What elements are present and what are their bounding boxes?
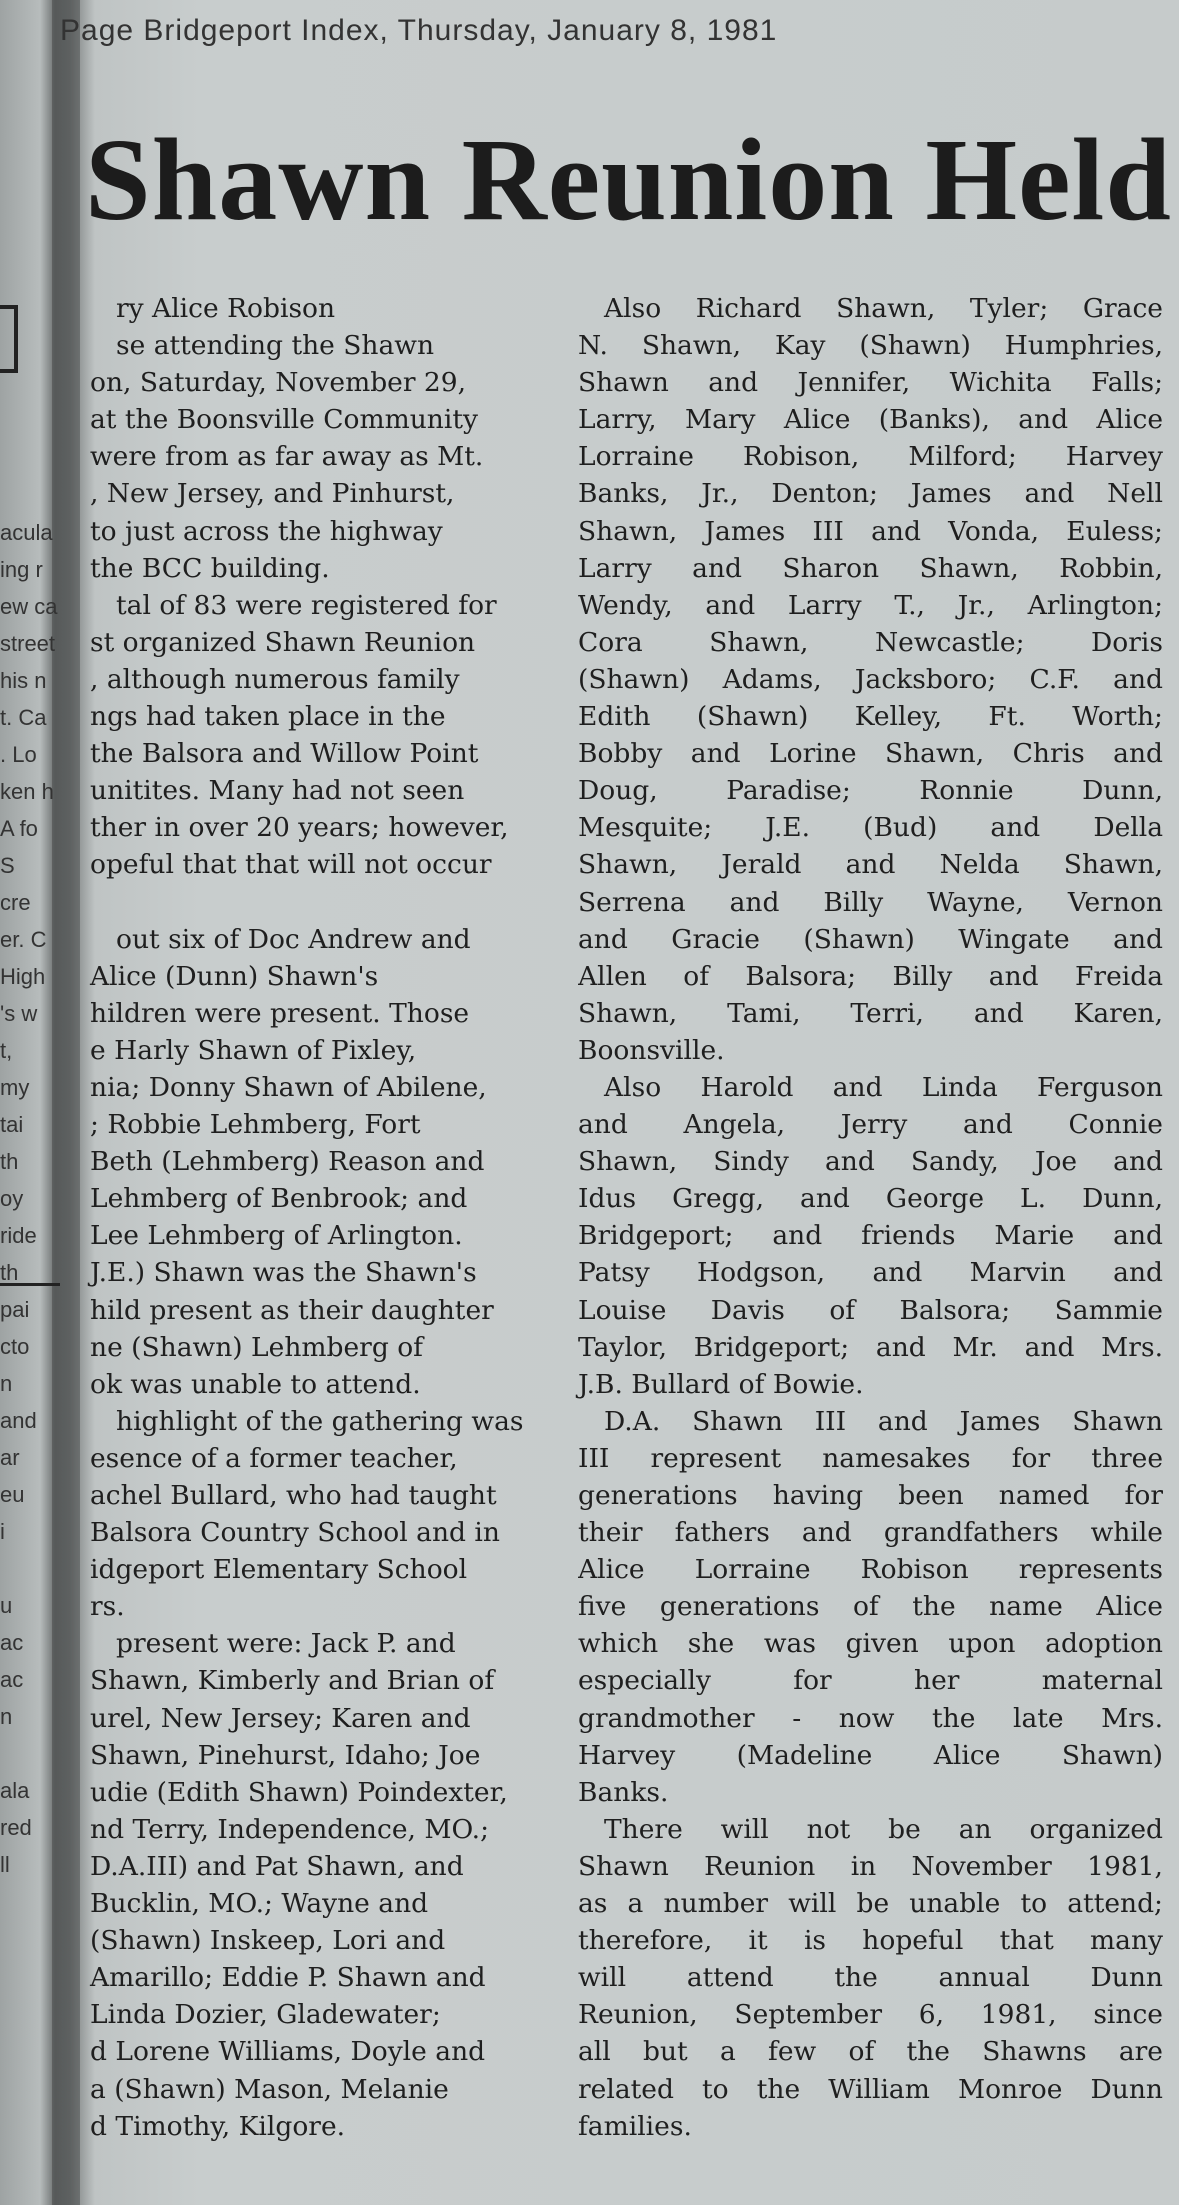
- text-line: opeful that that will not occur: [90, 849, 492, 881]
- text-line: ther in over 20 years; however,: [90, 812, 509, 844]
- text-line: nd Terry, Independence, MO.;: [90, 1813, 490, 1845]
- text-line: their fathers and grandfathers while: [578, 1517, 1163, 1549]
- text-line: generations having been named for: [578, 1480, 1163, 1511]
- text-line: d Lorene Williams, Doyle and: [90, 2036, 486, 2068]
- text-line: Shawn, Tami, Terri, and Karen,: [578, 997, 1163, 1029]
- fragment-text: and: [0, 1408, 37, 1433]
- text-line: ry Alice Robison: [116, 293, 336, 324]
- fragment-text: i: [0, 1519, 5, 1544]
- text-line: on, Saturday, November 29,: [90, 367, 467, 399]
- text-line: Reunion, September 6, 1981, since: [578, 1999, 1163, 2031]
- text-line: III represent namesakes for three: [578, 1442, 1163, 1474]
- fragment-text: ing r: [0, 557, 43, 582]
- text-line: Balsora Country School and in: [90, 1517, 500, 1549]
- text-line: ngs had taken place in the: [90, 701, 446, 733]
- fragment-text: street: [0, 631, 56, 656]
- text-line: D.A. Shawn III and James Shawn: [604, 1405, 1163, 1437]
- fragment-text: oy: [0, 1186, 24, 1211]
- text-line: Shawn, Kimberly and Brian of: [90, 1665, 495, 1697]
- text-line: (Shawn) Adams, Jacksboro; C.F. and: [578, 663, 1163, 695]
- text-line: Taylor, Bridgeport; and Mr. and Mrs.: [578, 1331, 1163, 1363]
- text-line: Also Harold and Linda Ferguson: [604, 1071, 1163, 1103]
- fragment-text: t,: [0, 1038, 13, 1063]
- text-line: will attend the annual Dunn: [578, 1962, 1163, 1994]
- text-line: ; Robbie Lehmberg, Fort: [90, 1109, 421, 1141]
- text-line: D.A.III) and Pat Shawn, and: [90, 1850, 464, 1882]
- fragment-text: cre: [0, 890, 31, 915]
- text-line: d Timothy, Kilgore.: [90, 2110, 346, 2142]
- text-line: e Harly Shawn of Pixley,: [90, 1034, 417, 1066]
- text-line: Beth (Lehmberg) Reason and: [90, 1146, 485, 1178]
- text-line: Lorraine Robison, Milford; Harvey: [578, 441, 1163, 473]
- text-line: Wendy, and Larry T., Jr., Arlington;: [578, 589, 1163, 621]
- text-line: Cora Shawn, Newcastle; Doris: [578, 626, 1163, 658]
- text-line: Shawn, Sindy and Sandy, Joe and: [578, 1146, 1163, 1178]
- fragment-text: n: [0, 1371, 13, 1396]
- text-line: Lee Lehmberg of Arlington.: [90, 1220, 463, 1252]
- text-line: at the Boonsville Community: [90, 404, 478, 436]
- text-line: se attending the Shawn: [116, 330, 435, 362]
- text-line: achel Bullard, who had taught: [90, 1480, 497, 1511]
- fragment-text: tai: [0, 1112, 24, 1137]
- text-line: [90, 884, 490, 921]
- text-line: and Gracie (Shawn) Wingate and: [578, 923, 1163, 955]
- fragment-text: er. C: [0, 927, 47, 952]
- fragment-text: n: [0, 1704, 13, 1729]
- fragment-text: th: [0, 1260, 19, 1285]
- text-line: Serrena and Billy Wayne, Vernon: [578, 886, 1163, 918]
- text-line: the Balsora and Willow Point: [90, 738, 479, 770]
- text-line: Shawn and Jennifer, Wichita Falls;: [578, 367, 1163, 399]
- text-line: hildren were present. Those: [90, 997, 470, 1029]
- text-line: Boonsville.: [578, 1034, 725, 1066]
- fragment-text: red: [0, 1815, 32, 1840]
- text-line: Shawn, James III and Vonda, Euless;: [578, 515, 1163, 547]
- text-line: Larry, Mary Alice (Banks), and Alice: [578, 404, 1163, 436]
- fragment-text: S: [0, 853, 15, 878]
- fragment-text: u: [0, 1593, 13, 1618]
- text-line: hild present as their daughter: [90, 1294, 494, 1326]
- text-line: idgeport Elementary School: [90, 1554, 468, 1586]
- text-line: (Shawn) Inskeep, Lori and: [90, 1925, 446, 1957]
- fragment-text: cto: [0, 1334, 30, 1359]
- fragment-text: my: [0, 1075, 30, 1100]
- text-line: especially for her maternal: [578, 1665, 1163, 1697]
- text-line: Larry and Sharon Shawn, Robbin,: [578, 552, 1163, 584]
- text-line: Edith (Shawn) Kelley, Ft. Worth;: [578, 701, 1163, 733]
- text-line: the BCC building.: [90, 552, 330, 584]
- fragment-text: ar: [0, 1445, 20, 1470]
- text-line: Bridgeport; and friends Marie and: [578, 1220, 1163, 1252]
- text-line: highlight of the gathering was: [116, 1405, 524, 1437]
- text-line: rs.: [90, 1591, 125, 1623]
- text-line: J.E.) Shawn was the Shawn's: [90, 1257, 477, 1289]
- text-line: Bucklin, MO.; Wayne and: [90, 1888, 429, 1920]
- text-line: Also Richard Shawn, Tyler; Grace: [604, 293, 1163, 324]
- text-line: urel, New Jersey; Karen and: [90, 1702, 471, 1734]
- text-line: were from as far away as Mt.: [90, 441, 484, 473]
- text-line: Louise Davis of Balsora; Sammie: [578, 1294, 1163, 1326]
- fragment-text: ken h: [0, 779, 54, 804]
- text-line: Alice (Dunn) Shawn's: [90, 960, 379, 992]
- text-line: out six of Doc Andrew and: [116, 923, 471, 955]
- fragment-text: A fo: [0, 816, 38, 841]
- fragment-text: 's w: [0, 1001, 38, 1026]
- fragment-text: ll: [0, 1852, 10, 1877]
- text-line: ok was unable to attend.: [90, 1368, 421, 1400]
- fragment-text: th: [0, 1149, 19, 1174]
- text-line: Lehmberg of Benbrook; and: [90, 1183, 468, 1215]
- text-line: ne (Shawn) Lehmberg of: [90, 1331, 423, 1363]
- text-line: therefore, it is hopeful that many: [578, 1925, 1163, 1957]
- text-line: families.: [578, 2110, 692, 2142]
- text-line: related to the William Monroe Dunn: [578, 2073, 1163, 2105]
- text-line: Amarillo; Eddie P. Shawn and: [90, 1962, 486, 1994]
- text-line: Banks, Jr., Denton; James and Nell: [578, 478, 1163, 510]
- fragment-text: t. Ca: [0, 705, 47, 730]
- fragment-text: ala: [0, 1778, 30, 1803]
- text-line: Doug, Paradise; Ronnie Dunn,: [578, 775, 1163, 807]
- text-line: which she was given upon adoption: [578, 1628, 1163, 1660]
- text-line: Patsy Hodgson, and Marvin and: [578, 1257, 1163, 1289]
- text-line: nia; Donny Shawn of Abilene,: [90, 1071, 487, 1103]
- fragment-text: his n: [0, 668, 47, 693]
- text-line: Banks.: [578, 1776, 669, 1808]
- headline: Shawn Reunion Held: [85, 114, 1172, 245]
- text-line: unitites. Many had not seen: [90, 775, 465, 807]
- text-line: a (Shawn) Mason, Melanie: [90, 2073, 449, 2105]
- text-line: N. Shawn, Kay (Shawn) Humphries,: [578, 330, 1163, 362]
- text-line: Alice Lorraine Robison represents: [578, 1554, 1163, 1586]
- text-line: , New Jersey, and Pinhurst,: [90, 478, 455, 510]
- fragment-text: ac: [0, 1630, 24, 1655]
- text-line: to just across the highway: [90, 515, 443, 547]
- text-line: Harvey (Madeline Alice Shawn): [578, 1739, 1163, 1771]
- fragment-text: ew ca: [0, 594, 58, 619]
- dateline: Page Bridgeport Index, Thursday, January 8, 1981: [60, 14, 778, 47]
- text-line: as a number will be unable to attend;: [578, 1888, 1163, 1920]
- right-column: [578, 290, 1163, 2145]
- text-line: Bobby and Lorine Shawn, Chris and: [578, 738, 1163, 770]
- text-line: st organized Shawn Reunion: [90, 626, 476, 658]
- fragment-text: eu: [0, 1482, 25, 1507]
- text-line: grandmother - now the late Mrs.: [578, 1702, 1163, 1734]
- text-line: all but a few of the Shawns are: [578, 2036, 1163, 2068]
- clipped-box-fragment: [0, 305, 18, 373]
- fragment-text: ride: [0, 1223, 37, 1248]
- left-column: [90, 290, 524, 2145]
- text-line: tal of 83 were registered for: [116, 589, 497, 621]
- text-line: Shawn Reunion in November 1981,: [578, 1850, 1163, 1882]
- text-line: Linda Dozier, Gladewater;: [90, 1999, 441, 2031]
- fragment-text: pai: [0, 1297, 30, 1322]
- text-line: Idus Gregg, and George L. Dunn,: [578, 1183, 1163, 1215]
- text-line: present were: Jack P. and: [116, 1628, 456, 1660]
- fragment-text: ac: [0, 1667, 24, 1692]
- text-line: Shawn, Pinehurst, Idaho; Joe: [90, 1739, 481, 1771]
- text-line: esence of a former teacher,: [90, 1442, 458, 1474]
- text-line: and Angela, Jerry and Connie: [578, 1109, 1163, 1141]
- fragment-text: High: [0, 964, 46, 989]
- text-line: Mesquite; J.E. (Bud) and Della: [578, 812, 1163, 844]
- text-line: Shawn, Jerald and Nelda Shawn,: [578, 849, 1163, 881]
- text-line: J.B. Bullard of Bowie.: [578, 1368, 864, 1400]
- text-line: udie (Edith Shawn) Poindexter,: [90, 1776, 508, 1808]
- fragment-text: . Lo: [0, 742, 37, 767]
- text-line: five generations of the name Alice: [578, 1591, 1163, 1623]
- text-line: Allen of Balsora; Billy and Freida: [578, 960, 1163, 992]
- text-line: There will not be an organized: [604, 1813, 1163, 1845]
- fragment-text: acula: [0, 520, 53, 545]
- text-line: , although numerous family: [90, 663, 460, 695]
